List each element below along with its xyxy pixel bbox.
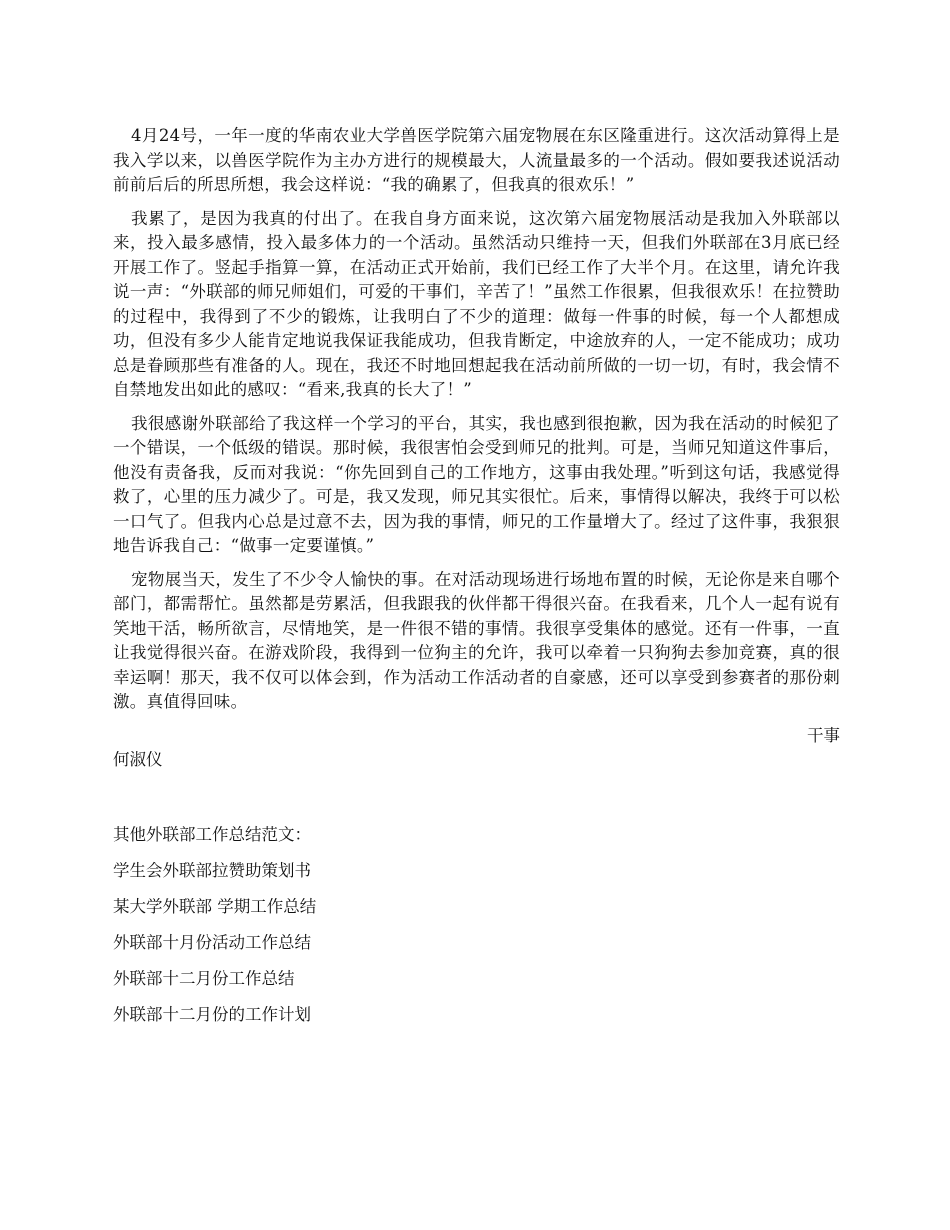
related-link-1[interactable]: 学生会外联部拉赞助策划书 <box>113 860 311 880</box>
paragraph-4: 宠物展当天，发生了不少令人愉快的事。在对活动现场进行场地布置的时候，无论你是来自哪个部门，都需帮忙。虽然都是劳累活，但我跟我的伙伴都干得很兴奋。在我看来，几个人一起有说有笑地干活，畅所欲言，尽情地笑，是一件很不错的事情。我很享受集体的感觉。还有一件事，一直让我觉得很兴奋。在游戏阶段，我得到一位狗主的允许，我可以牵着一只狗狗去参加竞赛，真的很幸运啊！那天，我不仅可以体会到，作为活动工作活动者的自豪感，还可以享受到参赛者的那份刺激。真值得回味。 <box>113 569 840 711</box>
related-articles <box>113 823 840 1027</box>
related-link-2[interactable]: 某大学外联部 学期工作总结 <box>113 896 317 916</box>
related-link-4[interactable]: 外联部十二月份工作总结 <box>113 968 295 988</box>
signature-title: 干事 <box>807 725 840 745</box>
document-page <box>113 124 840 1039</box>
paragraph-1: 4月24号，一年一度的华南农业大学兽医学院第六届宠物展在东区隆重进行。这次活动算得上是我入学以来，以兽医学院作为主办方进行的规模最大，人流量最多的一个活动。假如要我述说活动前前后后的所思所想，我会这样说：“我的确累了，但我真的很欢乐！” <box>113 126 840 194</box>
signature-name: 何淑仪 <box>113 750 163 769</box>
related-link-3[interactable]: 外联部十月份活动工作总结 <box>113 932 311 952</box>
paragraph-3: 我很感谢外联部给了我这样一个学习的平台，其实，我也感到很抱歉，因为我在活动的时候犯了一个错误，一个低级的错误。那时候，我很害怕会受到师兄的批判。可是，当师兄知道这件事后，他没有责备我，反而对我说：“你先回到自己的工作地方，这事由我处理。”听到这句话，我感觉得救了，心里的压力减少了。可是，我又发现，师兄其实很忙。后来，事情得以解决，我终于可以松一口气了。但我内心总是过意不去，因为我的事情，师兄的工作量增大了。经过了这件事，我狠狠地告诉我自己：“做事一定要谨慎。” <box>113 413 840 555</box>
paragraph-2: 我累了，是因为我真的付出了。在我自身方面来说，这次第六届宠物展活动是我加入外联部以来，投入最多感情，投入最多体力的一个活动。虽然活动只维持一天，但我们外联部在3月底已经开展工作了。竖起手指算一算，在活动正式开始前，我们已经工作了大半个月。在这里，请允许我说一声：“外联部的师兄师姐们，可爱的干事们，辛苦了！”虽然工作很累，但我很欢乐！在拉赞助的过程中，我得到了不少的锻炼，让我明白了不少的道理：做每一件事的时候，每一个人都想成功，但没有多少人能肯定地说我保证我能成功，但我肯断定，中途放弃的人，一定不能成功；成功总是眷顾那些有准备的人。现在，我还不时地回想起我在活动前所做的一切一切，有时，我会情不自禁地发出如此的感叹：“看来,我真的长大了！” <box>113 208 840 399</box>
related-link-5[interactable]: 外联部十二月份的工作计划 <box>113 1004 311 1024</box>
related-heading: 其他外联部工作总结范文： <box>113 824 311 844</box>
